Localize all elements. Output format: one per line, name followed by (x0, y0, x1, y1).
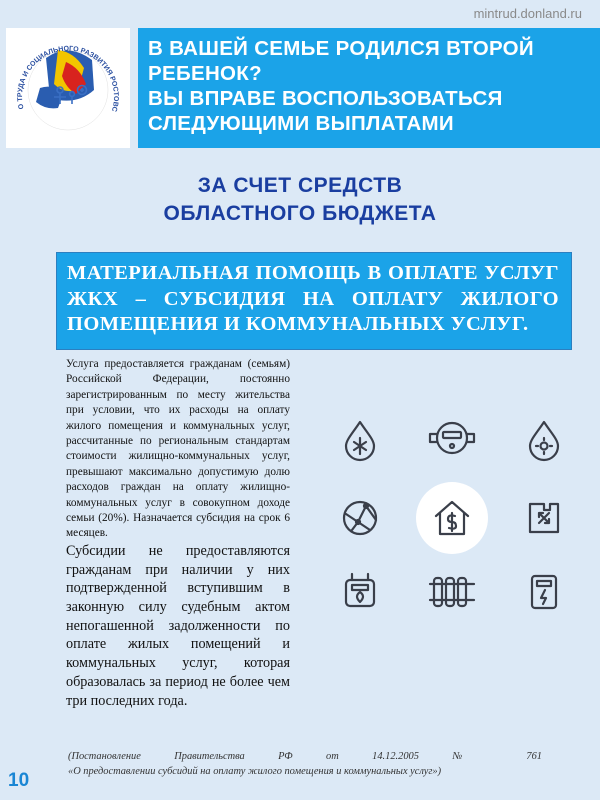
service-description (66, 357, 290, 710)
subsidy-banner (56, 252, 572, 350)
header-line-3: ВЫ ВПРАВЕ ВОСПОЛЬЗОВАТЬСЯ (148, 87, 503, 110)
radiator-icon (430, 578, 474, 606)
budget-heading (0, 172, 600, 228)
header-line-2: РЕБЕНОК? (148, 62, 262, 85)
header-line-1: В ВАШЕЙ СЕМЬЕ РОДИЛСЯ ВТОРОЙ (148, 37, 534, 60)
ministry-logo (6, 28, 130, 148)
description-paragraph-1: Услуга предоставляется гражданам (семьям) Российской Федерации, постоянно зарегистрированным по месту жительства при условии, что их расходы на оплату жилого помещения и коммунальных услуг, рассчитанные по региональным стандартам стоимости жилищно-коммунальных услуг, превышают максимально допустимую долю расходов граждан на оплату жилищно-коммунальных услуг в совокупном доходе семьи (20%). Назначается субсидия на срок 6 месяцев. (66, 358, 290, 540)
description-paragraph-2: Субсидии не предоставляются гражданам при наличии у них подтвержденной вступившим в законную силу судебным актом непогашенной задолженности по оплате жилых помещений и коммунальных услуг, которая образовалась за период не более чем три последних года. (66, 542, 290, 709)
apartment-plan-icon (530, 504, 558, 532)
header-line-4: СЛЕДУЮЩИМИ ВЫПЛАТАМИ (148, 112, 454, 135)
header-title (148, 36, 588, 136)
page-number: 10 (8, 770, 30, 791)
svg-text:МИНИСТЕРСТВО ТРУДА И СОЦИАЛЬНО: О ТРУДА И СОЦИАЛЬНОГО РАЗВИТИЯ РОСТОВС (16, 45, 120, 113)
water-meter-icon (430, 423, 474, 453)
budget-line-2: ОБЛАСТНОГО БЮДЖЕТА (163, 202, 437, 225)
electric-meter-icon (532, 576, 556, 608)
cold-water-icon (346, 422, 374, 460)
footnote-line-2: «О предоставлении субсидий на оплату жилого помещения и коммунальных услуг») (68, 765, 442, 777)
hot-water-icon (530, 422, 558, 460)
footnote-line-1: (Постановление Правительства РФ от 14.12.2005 № 761 (68, 751, 542, 762)
budget-line-1: ЗА СЧЕТ СРЕДСТВ (197, 174, 403, 197)
header-banner (138, 28, 600, 148)
gas-network-icon (344, 502, 376, 534)
subsidy-title: МАТЕРИАЛЬНАЯ ПОМОЩЬ В ОПЛАТЕ УСЛУГ ЖКХ – СУБСИДИЯ НА ОПЛАТУ ЖИЛОГО ПОМЕЩЕНИЯ И КОММУНАЛЬНЫХ УСЛУГ. (67, 262, 559, 335)
site-url: mintrud.donland.ru (473, 6, 582, 21)
legal-footnote (68, 750, 542, 779)
house-payment-icon (416, 482, 488, 554)
utility-icons-grid (332, 400, 572, 620)
gas-meter-icon (346, 574, 374, 606)
